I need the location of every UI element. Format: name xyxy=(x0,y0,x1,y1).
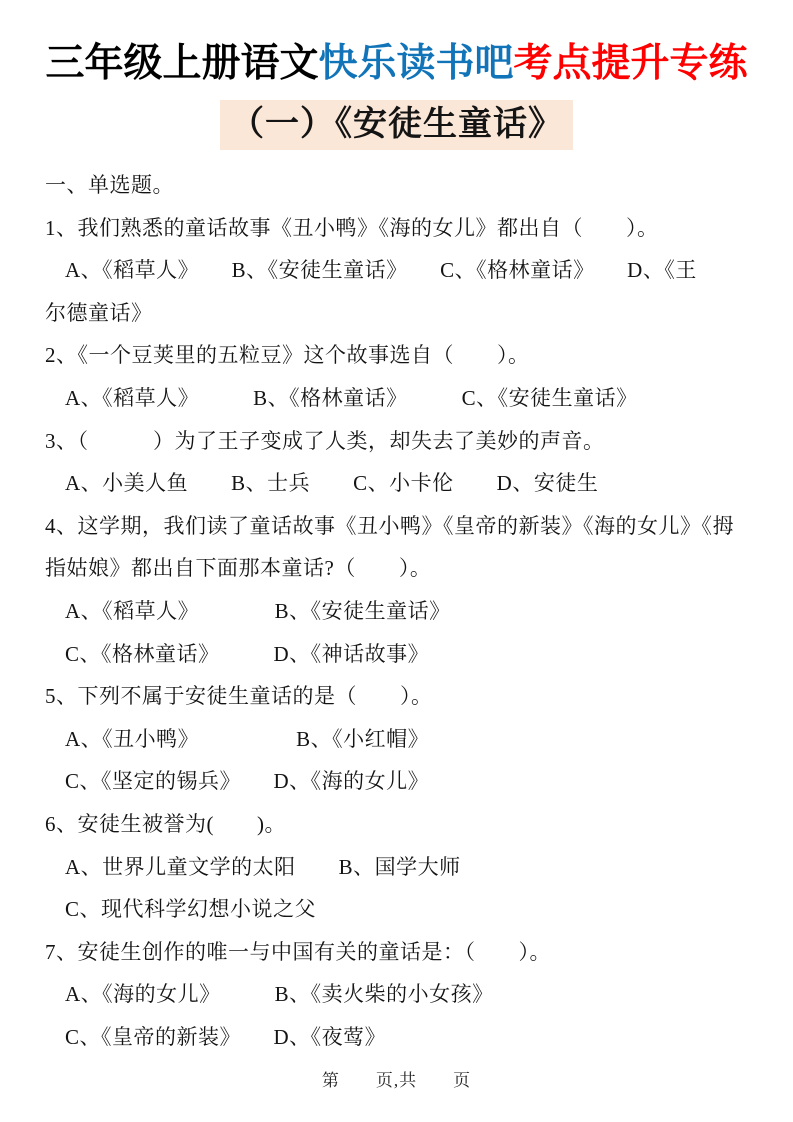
option-line: A、《海的女儿》 B、《卖火柴的小女孩》 xyxy=(65,982,494,1007)
option-line: C、现代科学幻想小说之父 xyxy=(65,897,317,922)
option-line: C、《皇帝的新装》 D、《夜莺》 xyxy=(65,1024,387,1049)
text-line: 4、这学期，我们读了童话故事《丑小鸭》《皇帝的新装》《海的女儿》《拇 xyxy=(45,513,734,538)
text-line: 指姑娘》都出自下面那本童话?（ ）。 xyxy=(45,556,432,581)
option-line: A、世界儿童文学的太阳 B、国学大师 xyxy=(65,854,461,879)
title-segment-exam-practice: 考点提升专练 xyxy=(513,42,748,85)
page-footer: 第 页,共 页 xyxy=(321,1071,472,1090)
text-line: 尔德童话》 xyxy=(45,300,153,325)
title-segment-reading-club: 快乐读书吧 xyxy=(318,42,514,85)
text-line: 5、下列不属于安徒生童话的是（ ）。 xyxy=(45,684,433,709)
body-lines xyxy=(0,164,793,1058)
text-line: 一、单选题。 xyxy=(45,173,174,197)
text-line: 7、安徒生创作的唯一与中国有关的童话是：（ ）。 xyxy=(45,939,551,964)
text-line: 6、安徒生被誉为( )。 xyxy=(45,811,286,836)
subtitle-row xyxy=(0,100,793,150)
option-line: A、《稻草人》 B、《格林童话》 C、《安徒生童话》 xyxy=(65,385,638,410)
option-line: A、《稻草人》 B、《安徒生童话》 C、《格林童话》 D、《王 xyxy=(65,258,697,283)
title-segment-grade: 三年级上册语文 xyxy=(45,42,319,85)
subtitle: （一）《安徒生童话》 xyxy=(220,100,573,150)
option-line: A、小美人鱼 B、士兵 C、小卡伦 D、安徒生 xyxy=(65,471,599,496)
option-line: C、《格林童话》 D、《神话故事》 xyxy=(65,641,430,666)
document-title xyxy=(0,38,793,90)
text-line: 3、（ ）为了王子变成了人类，却失去了美妙的声音。 xyxy=(45,428,605,453)
text-line: 2、《一个豆荚里的五粒豆》这个故事选自（ ）。 xyxy=(45,343,530,368)
option-line: A、《丑小鸭》 B、《小红帽》 xyxy=(65,726,430,751)
option-line: C、《坚定的锡兵》 D、《海的女儿》 xyxy=(65,769,430,794)
option-line: A、《稻草人》 B、《安徒生童话》 xyxy=(65,598,451,623)
text-line: 1、我们熟悉的童话故事《丑小鸭》《海的女儿》都出自（ ）。 xyxy=(45,215,659,240)
